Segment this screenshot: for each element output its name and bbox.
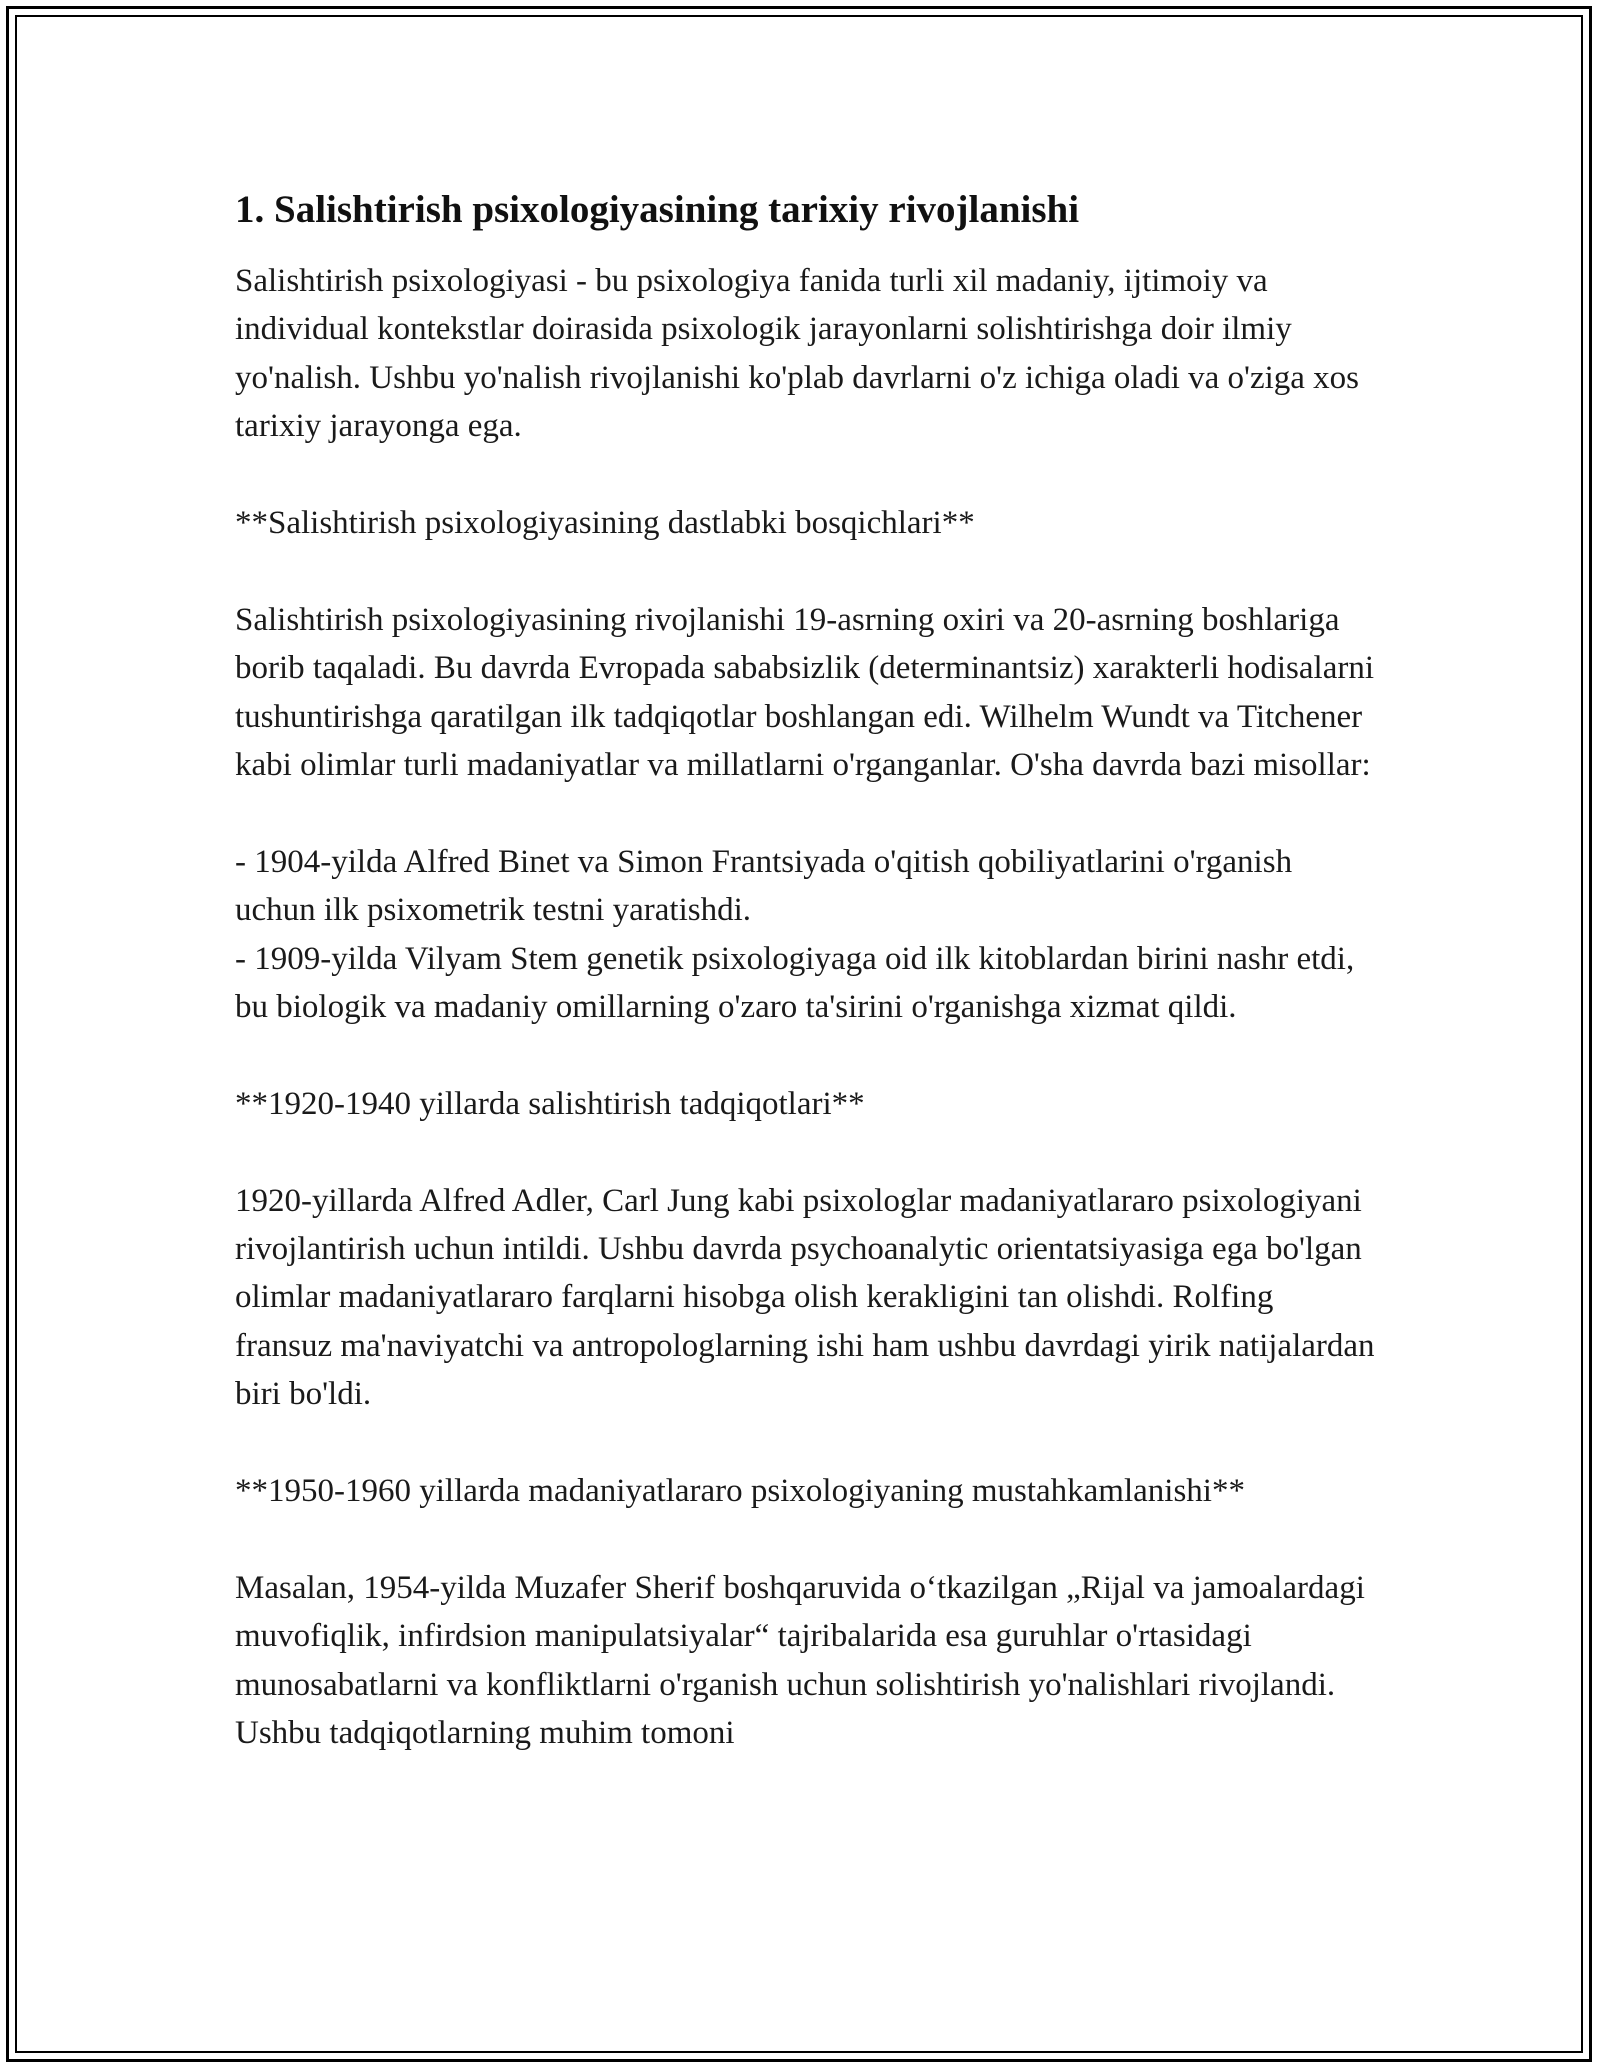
intro-paragraph: Salishtirish psixologiyasi - bu psixologiya fanida turli xil madaniy, ijtimoiy va individual kontekstlar doirasida psixologik jarayonlarni solishtirishga doir ilmiy yo'nalish. Ushbu yo'nalish rivojlanishi ko'plab davrlarni o'z ichiga oladi va o'ziga xos tarixiy jarayonga ega.	[235, 263, 1360, 445]
subheading-early-stages: **Salishtirish psixologiyasining dastlabki bosqichlari**	[235, 505, 975, 542]
section-heading: 1. Salishtirish psixologiyasining tarixiy rivojlanishi	[235, 188, 1080, 231]
subheading-1920-1940: **1920-1940 yillarda salishtirish tadqiqotlari**	[235, 1085, 865, 1122]
paragraph-1954-sherif: Masalan, 1954-yilda Muzafer Sherif boshqaruvida o‘tkazilgan „Rijal va jamoalardagi muvofiqlik, infirdsion manipulatsiyalar“ tajribalarida esa guruhlar o'rtasidagi munosabatlarni va konfliktlarni o'rganish uchun solishtirish yo'nalishlari rivojlandi. Ushbu tadqiqotlarning muhim tomoni	[235, 1569, 1365, 1752]
paragraph-1920s: 1920-yillarda Alfred Adler, Carl Jung kabi psixologlar madaniyatlararo psixologiyani rivojlantirish uchun intildi. Ushbu davrda psychoanalytic orientatsiyasiga ega bo'lgan olimlar madaniyatlararo farqlarni hisobga olish kerakligini tan olishdi. Rolfing fransuz ma'naviyatchi va antropologlarning ishi ham ushbu davrdagi yirik natijalardan biri bo'ldi.	[235, 1182, 1375, 1413]
early-stages-paragraph: Salishtirish psixologiyasining rivojlanishi 19-asrning oxiri va 20-asrning boshlariga borib taqaladi. Bu davrda Evropada sababsizlik (determinantsiz) xarakterli hodisalarni tushuntirishga qaratilgan ilk tadqiqotlar boshlangan edi. Wilhelm Wundt va Titchener kabi olimlar turli madaniyatlar va millatlarni o'rganganlar. O'sha davrda bazi misollar:	[235, 601, 1375, 784]
list-item-1909: - 1909-yilda Vilyam Stem genetik psixologiyaga oid ilk kitoblardan birini nashr etdi, bu biologik va madaniy omillarning o'zaro ta'sirini o'rganishga xizmat qildi.	[235, 940, 1355, 1026]
subheading-1950-1960: **1950-1960 yillarda madaniyatlararo psixologiyaning mustahkamlanishi**	[235, 1473, 1245, 1510]
document-body	[235, 185, 1375, 1757]
list-item-1904: - 1904-yilda Alfred Binet va Simon Frantsiyada o'qitish qobiliyatlarini o'rganish uchun ilk psixometrik testni yaratishdi.	[235, 843, 1293, 929]
